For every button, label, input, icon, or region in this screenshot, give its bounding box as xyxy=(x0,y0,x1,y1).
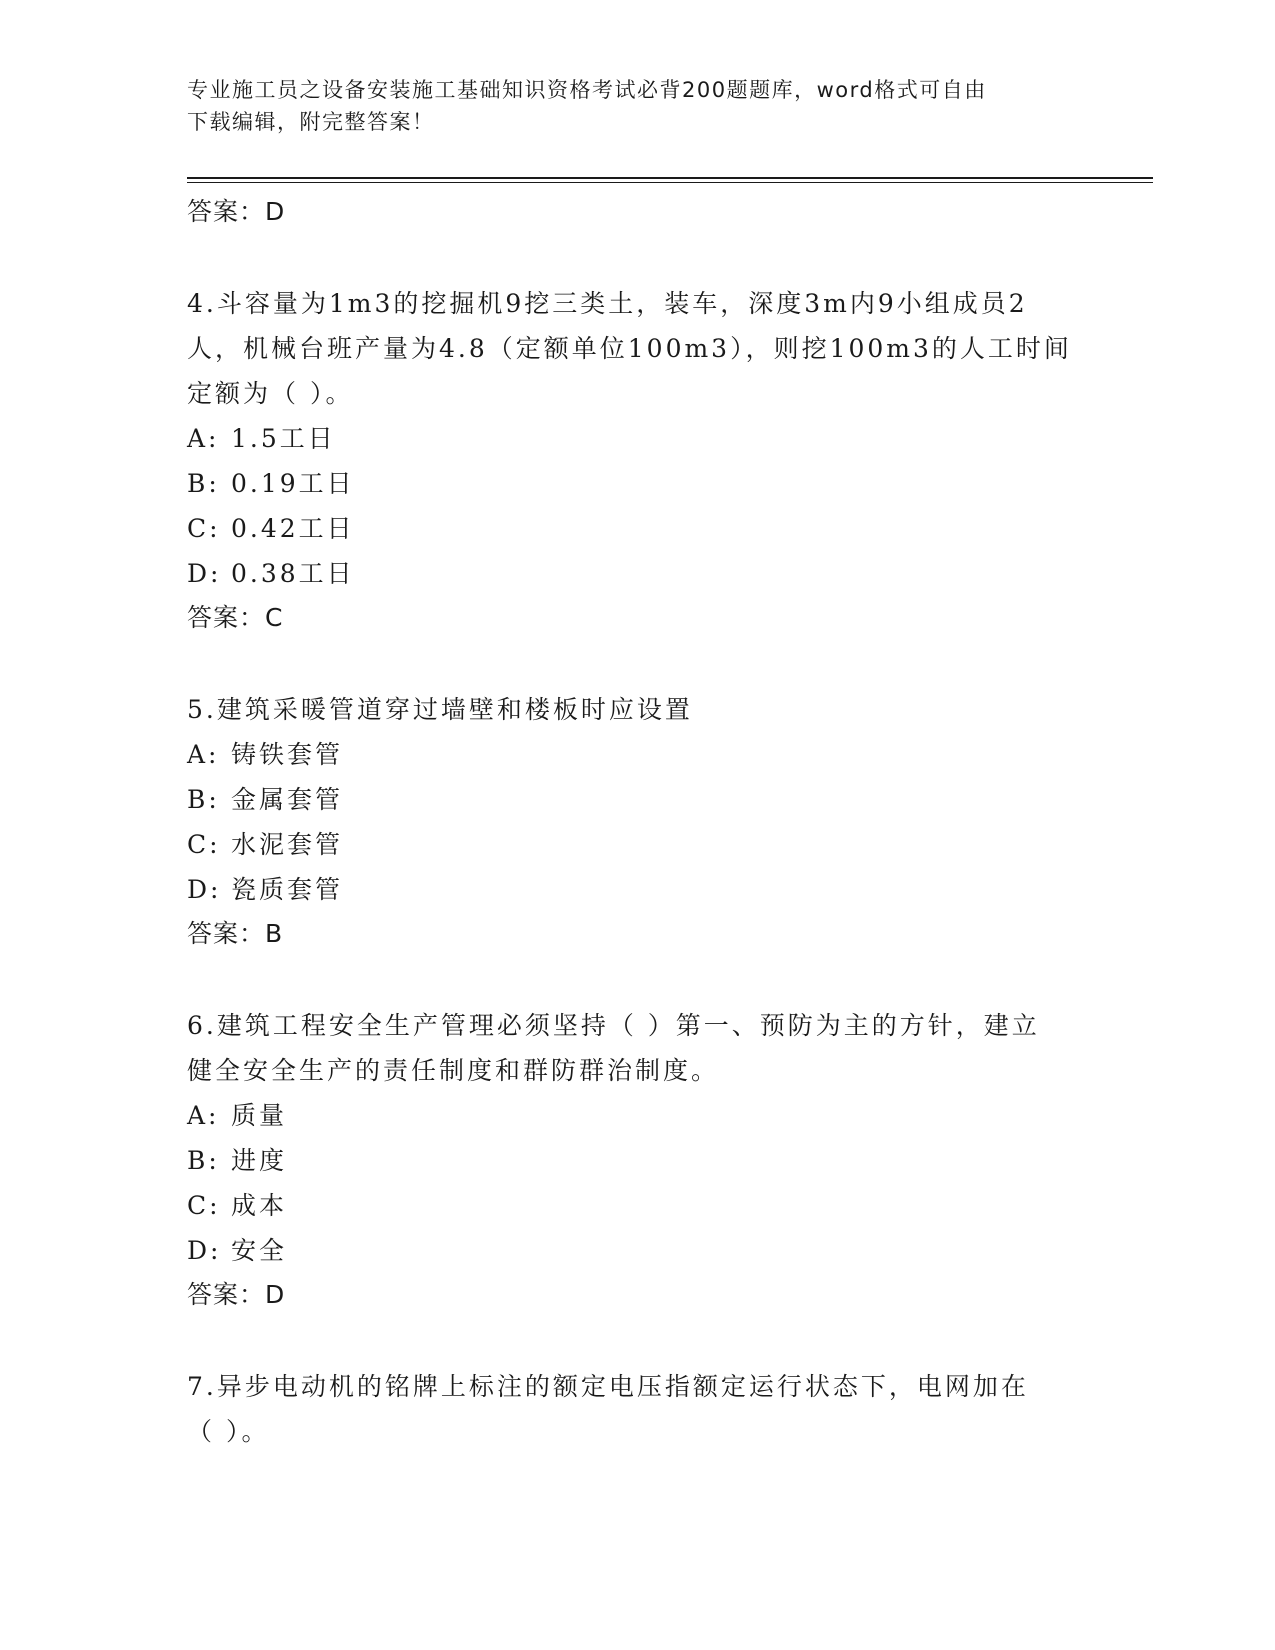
option-d xyxy=(187,867,1087,912)
option-letter: B: xyxy=(187,1146,220,1175)
answer-previous: 答案：D xyxy=(187,197,286,226)
option-text: 0.19工日 xyxy=(231,469,355,498)
question-stem-line: 6.建筑工程安全生产管理必须坚持（ ）第一、预防为主的方针，建立 xyxy=(187,1011,1040,1040)
question-stem-line: 7.异步电动机的铭牌上标注的额定电压指额定运行状态下，电网加在 xyxy=(187,1372,1029,1401)
option-letter: A: xyxy=(187,740,220,769)
document-body xyxy=(187,190,1087,1454)
document-header xyxy=(187,74,1087,138)
option-text: 质量 xyxy=(231,1101,288,1130)
option-letter: B: xyxy=(187,785,220,814)
option-letter: C: xyxy=(187,1191,221,1220)
option-d xyxy=(187,1228,1087,1273)
option-letter: D: xyxy=(187,559,222,588)
option-text: 水泥套管 xyxy=(231,830,344,859)
option-letter: D: xyxy=(187,875,222,904)
question-4 xyxy=(187,281,1087,640)
option-text: 铸铁套管 xyxy=(231,740,344,769)
option-text: 安全 xyxy=(231,1236,288,1265)
spacer xyxy=(187,234,1087,281)
option-text: 进度 xyxy=(231,1146,288,1175)
option-letter: D: xyxy=(187,1236,222,1265)
question-stem-line: （ ）。 xyxy=(187,1417,270,1446)
option-d xyxy=(187,551,1087,596)
option-b xyxy=(187,1138,1087,1183)
question-7 xyxy=(187,1364,1087,1454)
option-a xyxy=(187,416,1087,461)
answer-4: 答案：C xyxy=(187,603,284,632)
option-text: 金属套管 xyxy=(231,785,344,814)
option-c xyxy=(187,822,1087,867)
option-b xyxy=(187,461,1087,506)
option-letter: B: xyxy=(187,469,220,498)
option-text: 0.38工日 xyxy=(231,559,355,588)
header-line-1: 专业施工员之设备安装施工基础知识资格考试必背200题题库，word格式可自由 xyxy=(187,78,987,102)
question-5 xyxy=(187,687,1087,956)
option-text: 0.42工日 xyxy=(231,514,355,543)
option-c xyxy=(187,1183,1087,1228)
header-line-2: 下载编辑，附完整答案！ xyxy=(187,110,435,134)
option-text: 瓷质套管 xyxy=(231,875,344,904)
spacer xyxy=(187,1317,1087,1364)
question-stem-line: 人，机械台班产量为4.8（定额单位100m3），则挖100m3的人工时间 xyxy=(187,334,1072,363)
question-6 xyxy=(187,1003,1087,1317)
spacer xyxy=(187,956,1087,1003)
option-a xyxy=(187,1093,1087,1138)
answer-6: 答案：D xyxy=(187,1280,286,1309)
header-divider xyxy=(187,177,1153,179)
option-letter: A: xyxy=(187,424,220,453)
option-c xyxy=(187,506,1087,551)
header-divider-thin xyxy=(187,182,1153,183)
option-letter: C: xyxy=(187,830,221,859)
answer-5: 答案：B xyxy=(187,919,284,948)
spacer xyxy=(187,640,1087,687)
question-stem-line: 5.建筑采暖管道穿过墙壁和楼板时应设置 xyxy=(187,695,693,724)
option-letter: A: xyxy=(187,1101,220,1130)
option-b xyxy=(187,777,1087,822)
option-letter: C: xyxy=(187,514,221,543)
question-stem-line: 4.斗容量为1m3的挖掘机9挖三类土，装车，深度3m内9小组成员2 xyxy=(187,289,1028,318)
option-text: 1.5工日 xyxy=(231,424,336,453)
option-a xyxy=(187,732,1087,777)
question-stem-line: 健全安全生产的责任制度和群防群治制度。 xyxy=(187,1056,720,1085)
option-text: 成本 xyxy=(231,1191,288,1220)
question-stem-line: 定额为（ ）。 xyxy=(187,379,354,408)
